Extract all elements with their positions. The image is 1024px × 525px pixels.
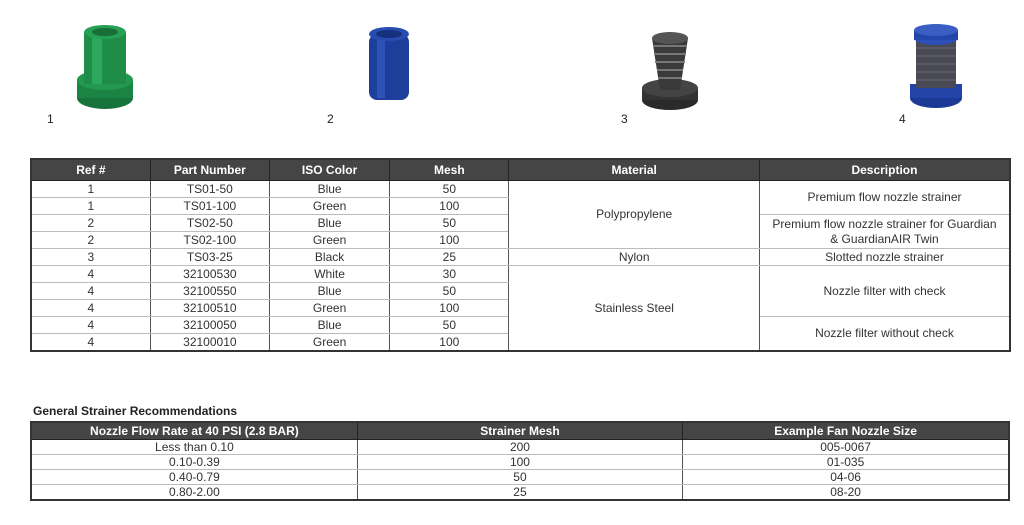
ref-cell: 4 xyxy=(31,300,150,317)
strainer-mesh-cell: 200 xyxy=(357,440,682,455)
material-cell: Stainless Steel xyxy=(509,266,760,352)
table-row xyxy=(31,455,1009,470)
part-number-cell: TS02-50 xyxy=(150,215,269,232)
iso-color-cell: Green xyxy=(269,334,389,352)
part-number-cell: TS03-25 xyxy=(150,249,269,266)
table-row xyxy=(31,485,1009,501)
column-header: Strainer Mesh xyxy=(357,422,682,440)
table-row xyxy=(31,266,1010,283)
iso-color-cell: Blue xyxy=(269,317,389,334)
parts-table xyxy=(30,158,1011,352)
part-number-cell: 32100050 xyxy=(150,317,269,334)
table-row xyxy=(31,470,1009,485)
ref-cell: 3 xyxy=(31,249,150,266)
mesh-cell: 50 xyxy=(390,181,509,198)
ref-cell: 4 xyxy=(31,317,150,334)
nozzle-size-cell: 04-06 xyxy=(683,470,1009,485)
strainer-mesh-cell: 100 xyxy=(357,455,682,470)
part-number-cell: 32100530 xyxy=(150,266,269,283)
flow-rate-cell: 0.40-0.79 xyxy=(31,470,357,485)
strainer-mesh-cell: 50 xyxy=(357,470,682,485)
iso-color-cell: Blue xyxy=(269,283,389,300)
blue-strainer-icon xyxy=(355,18,475,118)
green-strainer-icon xyxy=(60,18,180,118)
mesh-cell: 30 xyxy=(390,266,509,283)
column-header: Example Fan Nozzle Size xyxy=(683,422,1009,440)
part-number-cell: TS01-100 xyxy=(150,198,269,215)
material-cell: Nylon xyxy=(509,249,760,266)
mesh-cell: 25 xyxy=(390,249,509,266)
mesh-cell: 50 xyxy=(390,317,509,334)
product-ref-label: 3 xyxy=(621,112,628,126)
table-row xyxy=(31,181,1010,198)
column-header: Part Number xyxy=(150,159,269,181)
iso-color-cell: Green xyxy=(269,232,389,249)
recommendations-table xyxy=(30,421,1010,501)
column-header: Mesh xyxy=(390,159,509,181)
ref-cell: 4 xyxy=(31,266,150,283)
part-number-cell: 32100510 xyxy=(150,300,269,317)
table-row xyxy=(31,440,1009,455)
ref-cell: 4 xyxy=(31,334,150,352)
flow-rate-cell: 0.10-0.39 xyxy=(31,455,357,470)
iso-color-cell: White xyxy=(269,266,389,283)
mesh-cell: 50 xyxy=(390,283,509,300)
table-row xyxy=(31,249,1010,266)
description-cell: Nozzle filter with check xyxy=(759,266,1010,317)
nozzle-size-cell: 005-0067 xyxy=(683,440,1009,455)
column-header: Material xyxy=(509,159,760,181)
mesh-cell: 100 xyxy=(390,334,509,352)
ref-cell: 2 xyxy=(31,232,150,249)
nozzle-size-cell: 08-20 xyxy=(683,485,1009,501)
ref-cell: 2 xyxy=(31,215,150,232)
recommendations-header xyxy=(31,422,1009,440)
strainer-mesh-cell: 25 xyxy=(357,485,682,501)
product-ref-label: 2 xyxy=(327,112,334,126)
description-cell: Premium flow nozzle strainer for Guardian & GuardianAIR Twin xyxy=(759,215,1010,249)
iso-color-cell: Blue xyxy=(269,215,389,232)
iso-color-cell: Green xyxy=(269,300,389,317)
product-ref-label: 4 xyxy=(899,112,906,126)
ref-cell: 1 xyxy=(31,198,150,215)
description-cell: Premium flow nozzle strainer xyxy=(759,181,1010,215)
mesh-cell: 100 xyxy=(390,300,509,317)
part-number-cell: 32100010 xyxy=(150,334,269,352)
iso-color-cell: Green xyxy=(269,198,389,215)
iso-color-cell: Blue xyxy=(269,181,389,198)
iso-color-cell: Black xyxy=(269,249,389,266)
mesh-cell: 50 xyxy=(390,215,509,232)
recommendations-title: General Strainer Recommendations xyxy=(33,404,238,418)
stainless-strainer-icon xyxy=(906,18,1024,118)
flow-rate-cell: Less than 0.10 xyxy=(31,440,357,455)
column-header: Description xyxy=(759,159,1010,181)
description-cell: Nozzle filter without check xyxy=(759,317,1010,352)
part-number-cell: 32100550 xyxy=(150,283,269,300)
description-cell: Slotted nozzle strainer xyxy=(759,249,1010,266)
mesh-cell: 100 xyxy=(390,198,509,215)
material-cell: Polypropylene xyxy=(509,181,760,249)
flow-rate-cell: 0.80-2.00 xyxy=(31,485,357,501)
column-header: ISO Color xyxy=(269,159,389,181)
nozzle-size-cell: 01-035 xyxy=(683,455,1009,470)
product-ref-label: 1 xyxy=(47,112,54,126)
ref-cell: 1 xyxy=(31,181,150,198)
ref-cell: 4 xyxy=(31,283,150,300)
black-slotted-strainer-icon xyxy=(630,18,750,118)
part-number-cell: TS02-100 xyxy=(150,232,269,249)
part-number-cell: TS01-50 xyxy=(150,181,269,198)
mesh-cell: 100 xyxy=(390,232,509,249)
parts-table-header xyxy=(31,159,1010,181)
column-header: Ref # xyxy=(31,159,150,181)
column-header: Nozzle Flow Rate at 40 PSI (2.8 BAR) xyxy=(31,422,357,440)
